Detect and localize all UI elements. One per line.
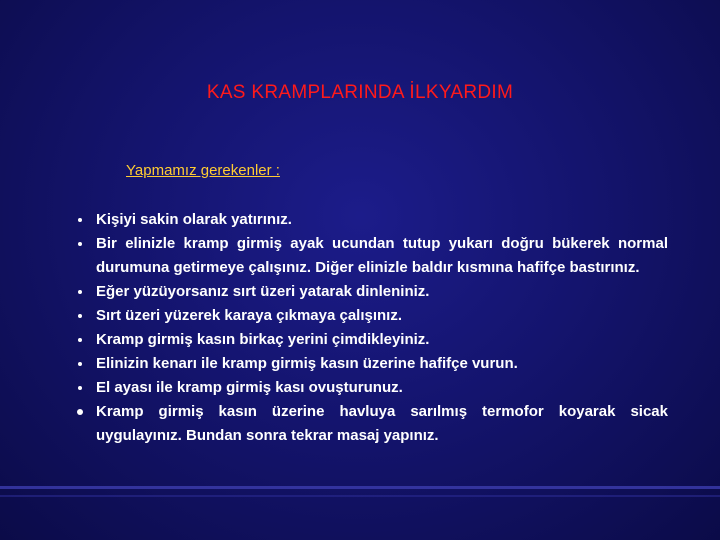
list-item <box>78 208 668 232</box>
bullet-text: Kramp girmiş kasın birkaç yerini çimdikleyiniz. <box>96 331 430 348</box>
list-item <box>78 328 668 352</box>
list-item <box>78 352 668 376</box>
bullet-icon <box>78 314 82 318</box>
list-item <box>78 400 668 448</box>
bullet-icon <box>78 338 82 342</box>
bullet-icon <box>78 218 82 222</box>
footer-divider <box>0 486 720 489</box>
bullet-text: Elinizin kenarı ile kramp girmiş kasın üzerine hafifçe vurun. <box>96 355 518 372</box>
slide-subtitle: Yapmamız gerekenler : <box>126 162 280 179</box>
bullet-icon <box>78 362 82 366</box>
list-item <box>78 280 668 304</box>
slide-title: KAS KRAMPLARINDA İLKYARDIM <box>206 82 514 103</box>
footer-divider-secondary <box>0 495 720 497</box>
list-item <box>78 232 668 280</box>
bullet-text: Bir elinizle kramp girmiş ayak ucundan tutup yukarı doğru bükerek normal durumuna getirmeye çalışınız. Diğer elinizle baldır kısmına hafifçe bastırınız. <box>96 235 668 276</box>
bullet-text: Kramp girmiş kasın üzerine havluya sarılmış termofor koyarak sicak uygulayınız. Bundan sonra tekrar masaj yapınız. <box>96 403 668 444</box>
bullet-text: Eğer yüzüyorsanız sırt üzeri yatarak dinleniniz. <box>96 283 430 300</box>
bullet-text: Kişiyi sakin olarak yatırınız. <box>96 211 292 228</box>
bullet-icon <box>78 242 82 246</box>
bullet-icon <box>78 386 82 390</box>
bullet-text: Sırt üzeri yüzerek karaya çıkmaya çalışınız. <box>96 307 403 324</box>
bullet-icon <box>77 409 83 415</box>
bullet-icon <box>78 290 82 294</box>
list-item <box>78 304 668 328</box>
bullet-list <box>78 208 668 448</box>
list-item <box>78 376 668 400</box>
bullet-text: El ayası ile kramp girmiş kası ovuşturunuz. <box>96 379 403 396</box>
